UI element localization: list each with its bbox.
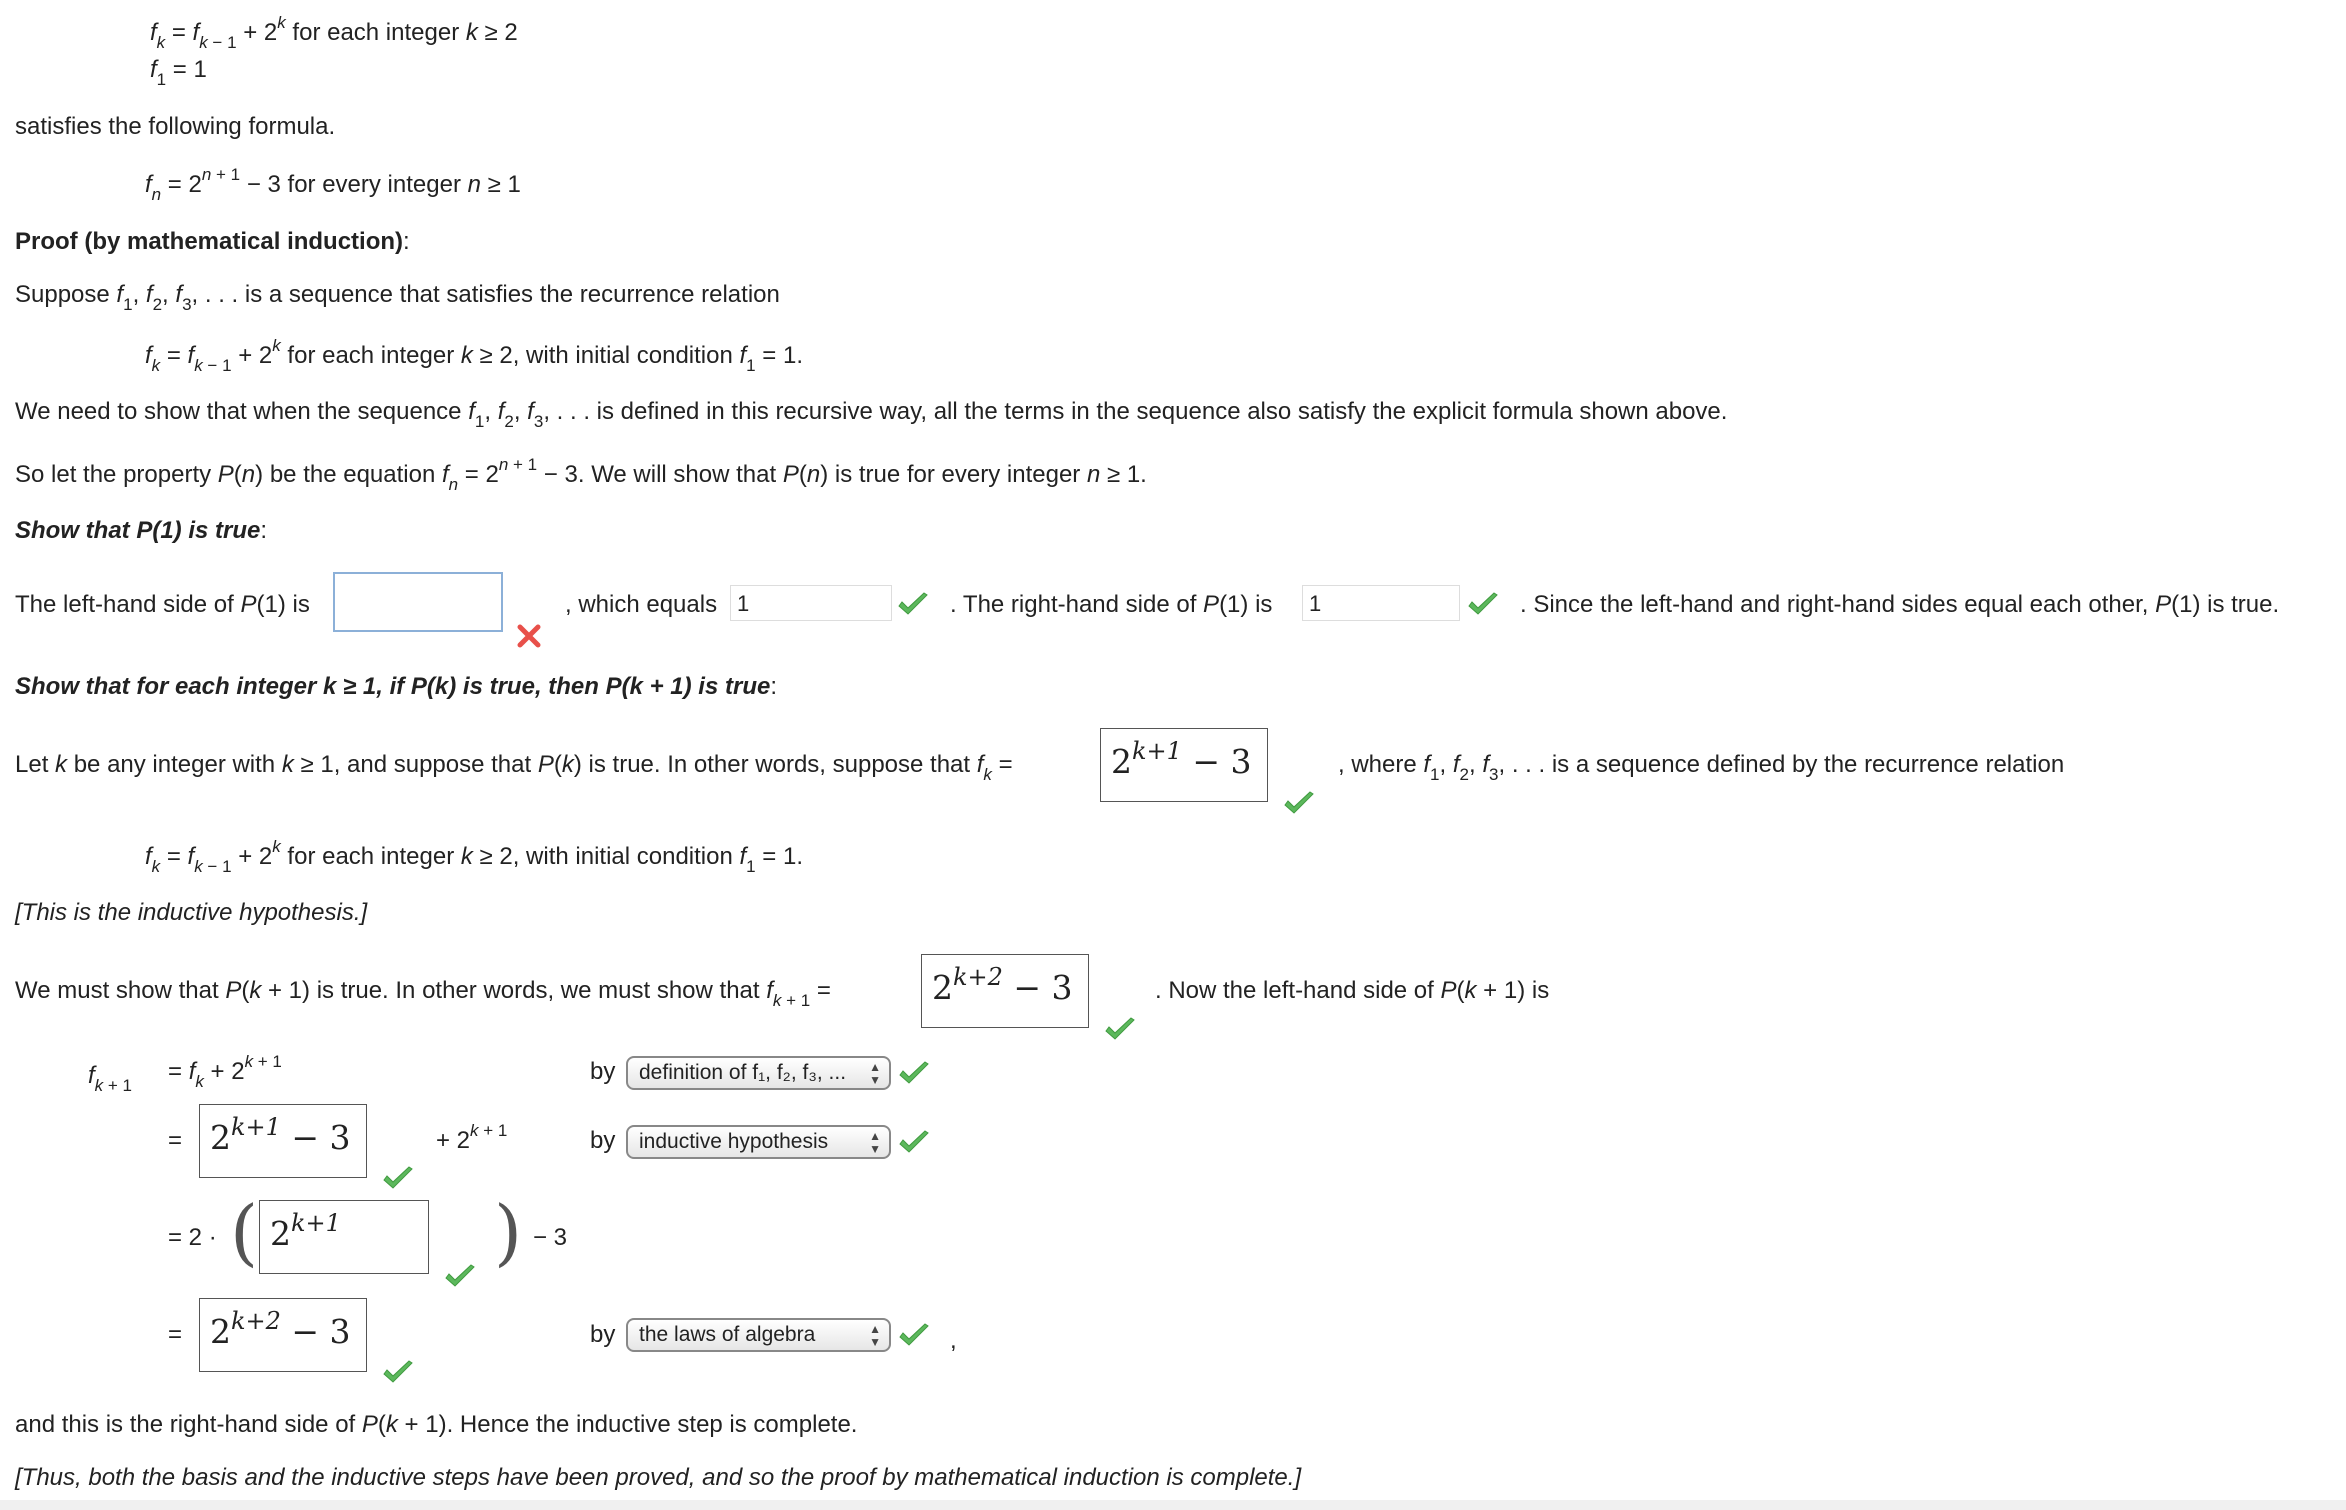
minus-three: − 3 bbox=[533, 1224, 568, 1251]
fk1-answer-box[interactable]: $2^{k+2} - 3$ bbox=[921, 954, 1089, 1028]
by-label-1: by bbox=[590, 1058, 616, 1085]
equals-step2: = bbox=[168, 1127, 183, 1154]
reason-select-1[interactable]: definition of f₁, f₂, f₃, ... ▲ ▼ bbox=[626, 1056, 891, 1090]
check-icon bbox=[1104, 1017, 1136, 1043]
proof-heading: Proof (by mathematical induction): bbox=[15, 228, 410, 255]
check-icon bbox=[444, 1264, 476, 1290]
property-definition: So let the property P(n) be the equation $f_n = 2^{n + 1} - 3$. We will show that P(n) is true for every integer n ≥ 1. bbox=[15, 455, 1147, 494]
plus-2k1: + $2^{k + 1}$ bbox=[436, 1121, 508, 1154]
check-icon bbox=[898, 1061, 930, 1087]
equals-step4: = bbox=[168, 1321, 183, 1348]
by-label-2: by bbox=[590, 1127, 616, 1154]
show-pk-heading: Show that for each integer k ≥ 1, if P(k) is true, then P(k + 1) is true: bbox=[15, 673, 778, 700]
x-mark-icon bbox=[516, 623, 542, 649]
check-icon bbox=[1467, 592, 1499, 618]
up-down-arrow-icon: ▲ ▼ bbox=[869, 1060, 881, 1087]
right-paren: ) bbox=[494, 1190, 523, 1274]
check-icon bbox=[1283, 791, 1315, 817]
recurrence-relation-2: $f_k = f_{k - 1} + 2^k$ for each integer k ≥ 2, with initial condition $f_1 = 1$. bbox=[145, 837, 804, 876]
lhs-p1-label: The left-hand side of P(1) is bbox=[15, 591, 310, 618]
rhs-conclusion-text: and this is the right-hand side of P(k + 1). Hence the inductive step is complete. bbox=[15, 1411, 858, 1438]
derivation-step1: = $f_k + 2^{k + 1}$ bbox=[168, 1052, 282, 1091]
must-show-text: We must show that P(k + 1) is true. In other words, we must show that $f_{k + 1}$ = bbox=[15, 977, 831, 1010]
where-seq-text: , where $f_1$, $f_2$, $f_3$, . . . is a sequence defined by the recurrence relation bbox=[1338, 751, 2065, 784]
which-equals-label: , which equals bbox=[565, 591, 718, 618]
reason-select-3[interactable]: the laws of algebra ▲ ▼ bbox=[626, 1318, 891, 1352]
fk-answer-box[interactable]: $2^{k+1} - 3$ bbox=[1100, 728, 1268, 802]
trailing-comma: , bbox=[950, 1327, 957, 1354]
need-show-text: We need to show that when the sequence $f_1$, $f_2$, $f_3$, . . . is defined in this recursive way, all the terms in the sequence also satisfy the explicit formula shown above. bbox=[15, 398, 1728, 431]
conclusion-note: [Thus, both the basis and the inductive steps have been proved, and so the proof by mathematical induction is complete.] bbox=[15, 1464, 1302, 1491]
satisfies-text: satisfies the following formula. bbox=[15, 113, 336, 140]
equals-two-times: = 2 · bbox=[168, 1224, 217, 1251]
up-down-arrow-icon: ▲ ▼ bbox=[869, 1322, 881, 1349]
step3-answer-box[interactable]: $2^{k+1}$ bbox=[259, 1200, 429, 1274]
inductive-hypothesis-note: [This is the inductive hypothesis.] bbox=[15, 899, 368, 926]
recurrence-relation: $f_k = f_{k - 1} + 2^k$ for each integer k ≥ 2, with initial condition $f_1 = 1$. bbox=[145, 336, 804, 375]
check-icon bbox=[382, 1360, 414, 1386]
left-paren: ( bbox=[230, 1190, 259, 1274]
which-equals-field[interactable]: 1 bbox=[730, 585, 892, 621]
rhs-p1-field[interactable]: 1 bbox=[1302, 585, 1460, 621]
derivation-lhs: $f_{k + 1}$ bbox=[88, 1062, 133, 1095]
lhs-p1-input[interactable] bbox=[333, 572, 503, 632]
step2-answer-box[interactable]: $2^{k+1} - 3$ bbox=[199, 1104, 367, 1178]
check-icon bbox=[897, 592, 929, 618]
show-p1-heading: Show that P(1) is true: bbox=[15, 517, 268, 544]
let-k-text: Let k be any integer with k ≥ 1, and suppose that P(k) is true. In other words, suppose that $f_k$ = bbox=[15, 751, 1013, 784]
by-label-3: by bbox=[590, 1321, 616, 1348]
check-icon bbox=[898, 1323, 930, 1349]
rhs-p1-label: . The right-hand side of P(1) is bbox=[950, 591, 1273, 618]
explicit-formula: $f_n = 2^{n + 1} - 3$ for every integer n ≥ 1 bbox=[145, 165, 521, 204]
up-down-arrow-icon: ▲ ▼ bbox=[869, 1129, 881, 1156]
since-equal-text: . Since the left-hand and right-hand sides equal each other, P(1) is true. bbox=[1520, 591, 2280, 618]
reason-select-2[interactable]: inductive hypothesis ▲ ▼ bbox=[626, 1125, 891, 1159]
recurrence-line-top: $f_k = f_{k - 1} + 2^k$ for each integer k ≥ 2 bbox=[150, 13, 518, 52]
initial-condition-top: $f_1 = 1$ bbox=[150, 56, 207, 89]
suppose-text: Suppose $f_1$, $f_2$, $f_3$, . . . is a sequence that satisfies the recurrence relation bbox=[15, 281, 780, 314]
now-lhs-text: . Now the left-hand side of P(k + 1) is bbox=[1155, 977, 1550, 1004]
check-icon bbox=[382, 1166, 414, 1192]
check-icon bbox=[898, 1130, 930, 1156]
step4-answer-box[interactable]: $2^{k+2} - 3$ bbox=[199, 1298, 367, 1372]
page-bottom-edge bbox=[0, 1500, 2346, 1510]
